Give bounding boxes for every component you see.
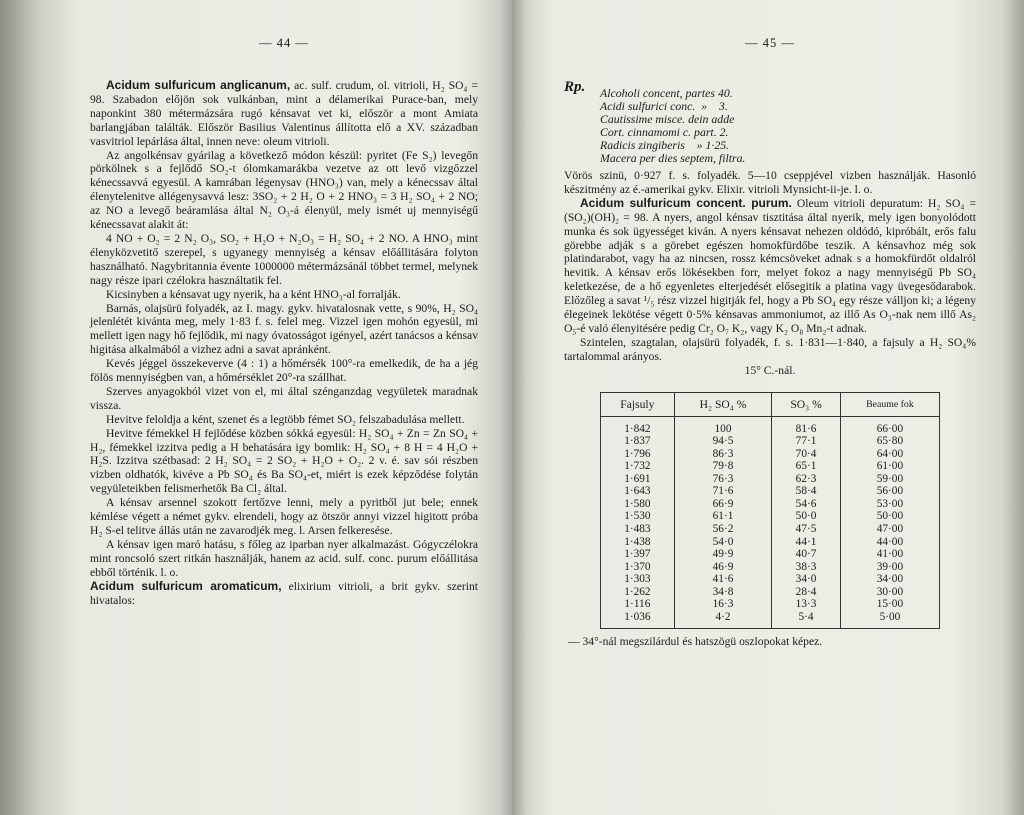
table-row — [601, 498, 940, 511]
table-cell: 100 — [674, 416, 771, 435]
table-cell: 13·3 — [772, 598, 841, 611]
table-header-row — [601, 392, 940, 416]
table-cell: 1·483 — [601, 523, 675, 536]
table-cell: 40·7 — [772, 548, 841, 561]
table-row — [601, 561, 940, 574]
table-cell: 4·2 — [674, 611, 771, 629]
density-table — [600, 392, 940, 630]
table-row — [601, 435, 940, 448]
table-cell: 28·4 — [772, 586, 841, 599]
table-cell: 58·4 — [772, 485, 841, 498]
table-cell: 64·00 — [840, 448, 939, 461]
paragraph — [90, 580, 478, 608]
footer-note: — 34°-nál megszilárdul és hatszögü oszlopokat képez. — [568, 635, 823, 649]
column-header: H₂ SO₄ % — [674, 392, 771, 416]
paragraph — [564, 336, 976, 364]
table-cell: 61·00 — [840, 460, 939, 473]
table-cell: 66·9 — [674, 498, 771, 511]
table-cell: 34·00 — [840, 573, 939, 586]
table-cell: 56·00 — [840, 485, 939, 498]
paragraph — [90, 232, 478, 288]
table-cell: 1·691 — [601, 473, 675, 486]
paragraph-text: Oleum vitrioli depuratum: H₂ SO₄ = (SO₂)(OH)₂ = 98. A nyers, angol kénsav tisztitása által nyerik, mely igen bonyolódott munka és sok ügyességet kiván. A nyers kénsavat nehezen oldódó, kipróbált, erős falu görebbe adják s a görebet egészen homokfürdőbe teszik. A kénsavhoz még sok platindarabot, vagy ha az nincsen, rossz kémcsöveket adnak s a homokfürdőt oldalról hevitik. A kénsav erős lökésekben forr, melyet fokoz a nagy mennyiségű Pb SO₄ keletkezése, de a hő egyenletes elterjedését elősegitik a platina vagy üvegesődarabok. Előzőleg a savat ¹/₅ rész vizzel higitják fel, hogy a Pb SO₄ egy része válljon ki; a légeny élegeinek lekötése végett 0·5% kénsavas ammoniumot, az illő As O₃-nak nem illő As₂ O₅-é való élenyitésére pedig Cr₂ O₇ K₂, vagy K₂ O₈ Mn₂-t adnak. — [564, 196, 976, 335]
section-heading: Acidum sulfuricum concent. purum. — [580, 195, 792, 210]
paragraph — [90, 538, 478, 580]
table-cell: 1·397 — [601, 548, 675, 561]
paragraph-text: Az angolkénsav gyárilag a következő módon készül: pyritet (Fe S₂) levegőn pörkölnek s a fejlődő SO₂-t ólomkamarákba vezetve az ott levő vizgőzzel kénecssavvá egyesül. A kamrában légenysav (HNO₃) van, mely a kénecssav által élenytelenitve allégenysavvá lesz: 3SO₂ + 2 H₂ O + 2 HNO₃ = 3 H₂ SO₄ + 2 NO; az NO a levegő beáramlása által N₂ O₃-á élenyül, mely ismét uj mennyiségű kénecssavat alakit át: — [90, 148, 478, 232]
table-cell: 1·580 — [601, 498, 675, 511]
table-cell: 1·732 — [601, 460, 675, 473]
column-header: SO₃ % — [772, 392, 841, 416]
table-cell: 94·5 — [674, 435, 771, 448]
table-cell: 34·0 — [772, 573, 841, 586]
table-cell: 41·6 — [674, 573, 771, 586]
table-row — [601, 485, 940, 498]
paragraph-text: Hevitve feloldja a ként, szenet és a legtöbb fémet SO₂ felszabadulása mellett. — [106, 412, 465, 426]
table-cell: 1·837 — [601, 435, 675, 448]
prescription-line: Cautissime misce. dein adde — [600, 112, 735, 126]
table-cell: 1·438 — [601, 536, 675, 549]
paragraph-text: Szerves anyagokból vizet von el, mi által szénganzdag vegyületek maradnak vissza. — [90, 384, 478, 412]
table-row — [601, 448, 940, 461]
section-heading: Acidum sulfuricum aromaticum, — [90, 578, 282, 593]
table-cell: 50·0 — [772, 510, 841, 523]
table-cell: 54·6 — [772, 498, 841, 511]
right-page — [512, 0, 1024, 815]
prescription — [564, 79, 976, 165]
table-cell: 62·3 — [772, 473, 841, 486]
table-cell: 38·3 — [772, 561, 841, 574]
table-cell: 30·00 — [840, 586, 939, 599]
table-cell: 44·00 — [840, 536, 939, 549]
table-cell: 65·80 — [840, 435, 939, 448]
paragraph-text: A kénsav arsennel szokott fertőzve lenni, mely a pyritből jut bele; ennek kémlése végett a német gykv. elrendeli, hogy az ötször annyi vizzel higitott próba H₂ S-el telitve állás után ne zavarodjék meg. l. Arsen felkeresése. — [90, 496, 478, 537]
prescription-line: Alcoholi concent, partes 40. — [600, 86, 733, 100]
table-cell: 34·8 — [674, 586, 771, 599]
table-cell: 59·00 — [840, 473, 939, 486]
table-cell: 56·2 — [674, 523, 771, 536]
paragraph — [564, 197, 976, 336]
paragraph — [90, 496, 478, 538]
table-cell: 44·1 — [772, 536, 841, 549]
table-cell: 81·6 — [772, 416, 841, 435]
table-cell: 70·4 — [772, 448, 841, 461]
table-cell: 77·1 — [772, 435, 841, 448]
table-cell: 76·3 — [674, 473, 771, 486]
right-body-text — [564, 169, 976, 378]
table-cell: 1·116 — [601, 598, 675, 611]
table-row — [601, 416, 940, 435]
prescription-line: Cort. cinnamomi c. part. 2. — [600, 125, 729, 139]
table-row — [601, 548, 940, 561]
paragraph-text: elixirium vitrioli, a brit gykv. szerint hivatalos: — [90, 579, 478, 607]
table-cell: 46·9 — [674, 561, 771, 574]
table-row — [601, 611, 940, 629]
table-row — [601, 473, 940, 486]
table-row — [601, 536, 940, 549]
paragraph — [90, 149, 478, 232]
table-cell: 41·00 — [840, 548, 939, 561]
table-cell: 5·4 — [772, 611, 841, 629]
paragraph-text: A kénsav igen maró hatásu, s főleg az iparban nyer alkalmazást. Gógyczélokra mint roncsoló szert ritkán használják, hanem az acid. sulf. conc. purum előállitása ebből történik. l. o. — [90, 537, 478, 579]
table-cell: 1·842 — [601, 416, 675, 435]
paragraph — [90, 413, 478, 427]
paragraph-text: ac. sulf. crudum, ol. vitrioli, H₂ SO₄ = 98. Szabadon előjön sok vulkánban, mint a délamerikai Purace-ban, mely naponkint 380 métermázsára rugó kénsavat vet ki, először a mont Amiata barlangjában találták. Először Basilius Valentinus állította elő a XV. században vasvitriol lepárlása által, innen neve: oleum vitrioli. — [90, 79, 478, 148]
table-cell: 1·370 — [601, 561, 675, 574]
table-cell: 16·3 — [674, 598, 771, 611]
paragraph-text: Vörös szinü, 0·927 f. s. folyadék. 5—10 cseppjével vizben használják. Hasonló készitmény az é.-amerikai gykv. Elixir. vitrioli Mynsicht-ii-je. l. o. — [564, 169, 976, 196]
prescription-line: Acidi sulfurici conc. » 3. — [600, 99, 728, 113]
left-body-text — [90, 79, 478, 607]
table-cell: 86·3 — [674, 448, 771, 461]
paragraph — [564, 169, 976, 197]
table-row — [601, 573, 940, 586]
column-header: Fajsuly — [601, 392, 675, 416]
rp-label: Rp. — [564, 79, 586, 95]
table-row — [601, 510, 940, 523]
table-cell: 65·1 — [772, 460, 841, 473]
paragraph — [90, 385, 478, 413]
table-cell: 1·036 — [601, 611, 675, 629]
table-cell: 15·00 — [840, 598, 939, 611]
table-cell: 61·1 — [674, 510, 771, 523]
page-number: — 45 — — [745, 36, 795, 50]
paragraph-text: Kevés jéggel összekeverve (4 : 1) a hőmérsék 100°-ra emelkedik, de ha a jég fölös mennyiségben van, a hőmérséklet 20°-ra szállhat. — [90, 357, 478, 385]
paragraph — [90, 302, 478, 358]
table-cell: 47·5 — [772, 523, 841, 536]
table-cell: 1·530 — [601, 510, 675, 523]
paragraph-text: 4 NO + O₂ = 2 N₂ O₃, SO₂ + H₂O + N₂O₃ = H₂ SO₄ + 2 NO. A HNO₃ mint élenyközvetitő szerepel, s ugyanegy mennyiség a kénsav előállitására folyton használható. Nagybritannia évente 1000000 métermázsánál többet termel, melynek nagy része ipari czélokra használtatik fel. — [90, 231, 478, 287]
table-cell: 5·00 — [840, 611, 939, 629]
table-cell: 50·00 — [840, 510, 939, 523]
table-cell: 54·0 — [674, 536, 771, 549]
table-cell: 53·00 — [840, 498, 939, 511]
paragraph-text: Szintelen, szagtalan, olajsürü folyadék, f. s. 1·831—1·840, a fajsuly a H₂ SO₄% tartalommal arányos. — [564, 335, 976, 363]
section-heading: Acidum sulfuricum anglicanum, — [106, 78, 291, 92]
paragraph — [90, 357, 478, 385]
paragraph-text: 15° C.-nál. — [744, 363, 796, 377]
table-row — [601, 523, 940, 536]
table-cell: 49·9 — [674, 548, 771, 561]
table-cell: 1·303 — [601, 573, 675, 586]
paragraph — [90, 427, 478, 497]
paragraph-text: Barnás, olajsürü folyadék, az I. magy. gykv. hivatalosnak vette, s 90%, H₂ SO₄ jelenlétét kivánta meg, mely 1·83 f. s. felel meg. Vizzel igen mohón egyesül, mi mellett igen nagy hő fejlődik, mi nagy óvatosságot igényel, azért tanácsos a kénsav higitása alkalmából a vizhez adni a savat apránként. — [90, 301, 478, 357]
table-cell: 47·00 — [840, 523, 939, 536]
paragraph — [90, 288, 478, 302]
paragraph-text: Kicsinyben a kénsavat ugy nyerik, ha a ként HNO₃-al forralják. — [106, 287, 401, 301]
table-cell: 1·796 — [601, 448, 675, 461]
table-cell: 39·00 — [840, 561, 939, 574]
prescription-line: Radicis zingiberis » 1·25. — [600, 138, 730, 152]
table-row — [601, 460, 940, 473]
table-row — [601, 598, 940, 611]
column-header: Beaume fok — [840, 392, 939, 416]
paragraph-text: Hevitve fémekkel H fejlődése közben sókká egyesül: H₂ SO₄ + Zn = Zn SO₄ + H₂, fémekkel izzitva pedig a H behatására igy bomlik: H₂ SO₄ + 8 H = 4 H₂O + H₂S. Izzitva szétbasad: 2 H₂ SO₄ = 2 SO₂ + H₂O + O₂. 2 v. é. sav sói részben vizben oldhatók, kivéve a Pb SO₄ és Ba SO₄-et, miért is ezek képződése folytán vegyületeikben felismerhetők Ba Cl₂ által. — [90, 426, 478, 496]
table-cell: 66·00 — [840, 416, 939, 435]
table-cell: 71·6 — [674, 485, 771, 498]
table-cell: 1·643 — [601, 485, 675, 498]
table-row — [601, 586, 940, 599]
page-number: — 44 — — [259, 36, 309, 50]
table-cell: 1·262 — [601, 586, 675, 599]
paragraph — [90, 79, 478, 149]
prescription-line: Macera per dies septem, filtra. — [600, 151, 746, 165]
paragraph — [564, 364, 976, 378]
prescription-lines — [600, 79, 745, 165]
table-cell: 79·8 — [674, 460, 771, 473]
